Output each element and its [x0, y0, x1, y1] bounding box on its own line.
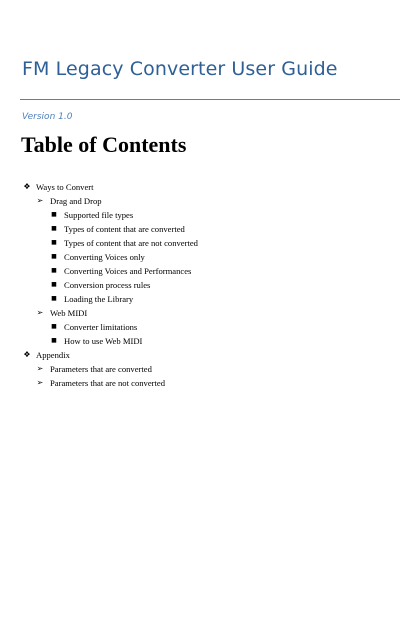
toc-item-label: Web MIDI: [50, 308, 88, 318]
toc-item-label: Converter limitations: [64, 322, 138, 332]
toc-item-label: Conversion process rules: [64, 280, 151, 290]
diamond-bullet-icon: ❖: [23, 182, 31, 191]
toc-item-label: Drag and Drop: [50, 196, 102, 206]
toc-item-label: Parameters that are not converted: [50, 378, 166, 388]
square-bullet-icon: ■: [51, 337, 57, 344]
square-bullet-icon: ■: [51, 225, 57, 232]
square-bullet-icon: ■: [51, 211, 57, 218]
diamond-bullet-icon: ❖: [23, 350, 31, 359]
toc-item-label: Types of content that are not converted: [64, 238, 198, 248]
toc-item-label: Converting Voices only: [64, 252, 145, 262]
square-bullet-icon: ■: [51, 267, 57, 274]
version-label: Version 1.0: [22, 112, 73, 122]
toc-item-label: Appendix: [36, 350, 70, 360]
square-bullet-icon: ■: [51, 239, 57, 246]
square-bullet-icon: ■: [51, 295, 57, 302]
toc-item-label: Ways to Convert: [36, 182, 94, 192]
arrow-bullet-icon: ➢: [36, 308, 44, 317]
toc-item-label: Parameters that are converted: [50, 364, 152, 374]
toc-item-label: Converting Voices and Performances: [64, 266, 192, 276]
toc-heading: Table of Contents: [21, 132, 187, 157]
title-divider: [20, 99, 400, 100]
toc-item-label: Loading the Library: [64, 294, 134, 304]
toc-item-label: How to use Web MIDI: [64, 336, 143, 346]
toc-item-label: Supported file types: [64, 210, 134, 220]
toc-item-label: Types of content that are converted: [64, 224, 185, 234]
square-bullet-icon: ■: [51, 253, 57, 260]
arrow-bullet-icon: ➢: [36, 378, 44, 387]
arrow-bullet-icon: ➢: [36, 364, 44, 373]
document-title: FM Legacy Converter User Guide: [22, 58, 338, 80]
arrow-bullet-icon: ➢: [36, 196, 44, 205]
square-bullet-icon: ■: [51, 323, 57, 330]
square-bullet-icon: ■: [51, 281, 57, 288]
